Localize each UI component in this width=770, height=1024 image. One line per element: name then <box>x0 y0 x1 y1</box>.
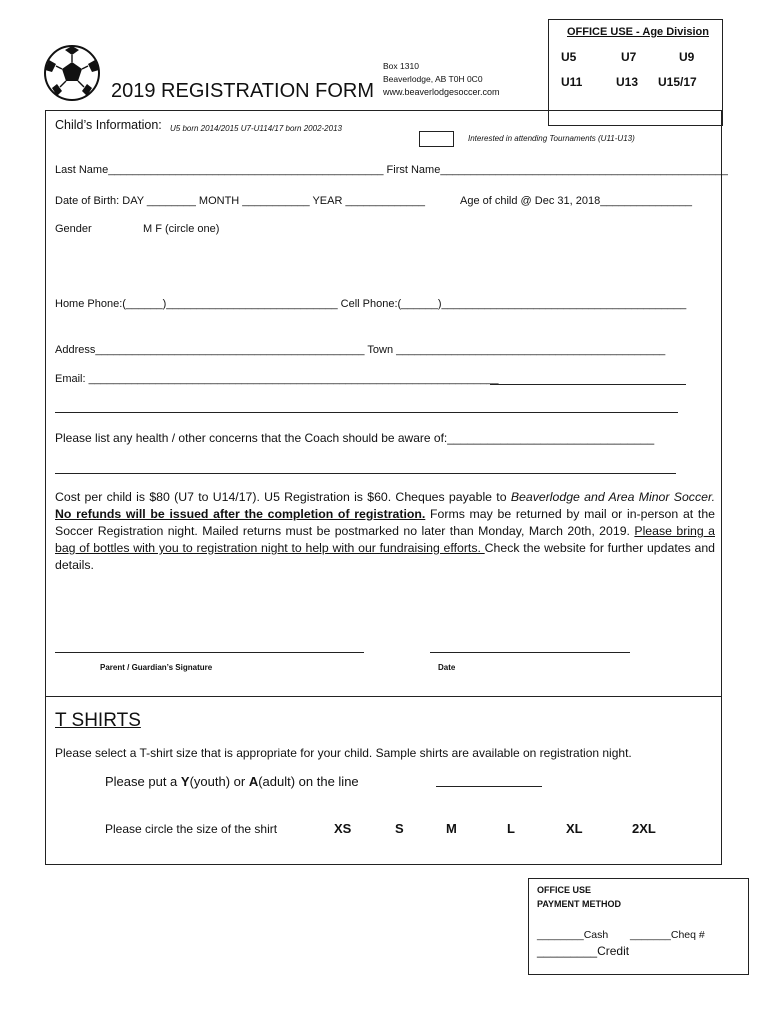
bottles-notice: Please bring a bag of bottles with you to registration night to help with our fundraising efforts. <box>55 524 715 555</box>
soccer-ball-icon <box>43 44 101 102</box>
youth-adult-post: (adult) on the line <box>258 774 359 789</box>
date-label: Date <box>438 663 456 672</box>
age-division-u7[interactable]: U7 <box>621 50 637 64</box>
address-town-fields[interactable]: Address____________________________________________ Town ____________________________________________ <box>55 344 666 356</box>
age-division-u9[interactable]: U9 <box>679 50 695 64</box>
size-s[interactable]: S <box>395 821 404 836</box>
size-xl[interactable]: XL <box>566 821 583 836</box>
tournament-checkbox[interactable] <box>419 131 454 147</box>
age-division-u5[interactable]: U5 <box>561 50 577 64</box>
payment-credit[interactable]: _________Credit <box>537 944 630 958</box>
adult-letter: A <box>248 774 259 789</box>
form-title: 2019 REGISTRATION FORM <box>111 80 375 102</box>
tournament-label: Interested in attending Tournaments (U11-U13) <box>468 134 635 143</box>
t-shirt-instructions: Please select a T-shirt size that is appropriate for your child. Sample shirts are available on registration night. <box>55 746 632 760</box>
t-shirts-heading: T SHIRTS <box>55 710 141 731</box>
child-information-heading: Child’s Information: <box>55 118 162 132</box>
size-l[interactable]: L <box>507 821 515 836</box>
payment-office-use-title: OFFICE USE <box>537 885 592 895</box>
address-line-1: Box 1310 <box>383 61 419 71</box>
date-line[interactable] <box>430 652 630 653</box>
parent-signature-label: Parent / Guardian’s Signature <box>100 663 213 672</box>
payment-method-title: PAYMENT METHOD <box>537 899 622 909</box>
extra-line-1[interactable] <box>55 412 678 413</box>
cost-text-2: Forms may be returned by mail or in-person at the Soccer Registration night. Mailed returns must be postmarked no later than Monday, March 20th, 2019. <box>55 507 715 538</box>
address-line-2: Beaverlodge, AB T0H 0C0 <box>383 74 483 84</box>
cost-text-3: Check the website for further updates and details. <box>55 541 716 572</box>
youth-letter: Y <box>180 774 190 789</box>
age-division-u11[interactable]: U11 <box>561 75 583 89</box>
payment-cash[interactable]: ________Cash <box>537 929 609 941</box>
size-xs[interactable]: XS <box>334 821 352 836</box>
no-refunds-notice: No refunds will be issued after the completion of registration. <box>55 507 426 521</box>
email-line-extension <box>490 384 686 385</box>
payment-cheque[interactable]: _______Cheq # <box>630 929 705 941</box>
name-fields[interactable]: Last Name_____________________________________________ First Name_______________________________________________ <box>55 164 728 176</box>
youth-adult-instruction <box>105 774 359 789</box>
circle-size-label: Please circle the size of the shirt <box>105 822 278 836</box>
youth-adult-pre: Please put a <box>105 774 181 789</box>
health-concerns-field[interactable]: Please list any health / other concerns that the Coach should be aware of:_______________________________ <box>55 431 655 445</box>
gender-label: Gender <box>55 223 92 235</box>
age-of-child-field[interactable]: Age of child @ Dec 31, 2018_______________ <box>460 195 692 207</box>
email-field[interactable]: Email: ___________________________________________________________________ <box>55 373 499 385</box>
gender-options[interactable]: M F (circle one) <box>143 223 220 235</box>
size-m[interactable]: M <box>446 821 457 836</box>
website-link[interactable]: www.beaverlodgesoccer.com <box>383 87 500 97</box>
birth-year-note: U5 born 2014/2015 U7-U114/17 born 2002-2013 <box>170 124 342 133</box>
date-of-birth-field[interactable]: Date of Birth: DAY ________ MONTH ___________ YEAR _____________ <box>55 195 425 207</box>
extra-line-2[interactable] <box>55 473 676 474</box>
parent-signature-line[interactable] <box>55 652 364 653</box>
youth-adult-line[interactable] <box>436 786 542 787</box>
age-division-u15-17[interactable]: U15/17 <box>658 75 697 89</box>
cheques-payable-to: Beaverlodge and Area Minor Soccer. <box>510 490 715 504</box>
phone-fields[interactable]: Home Phone:(______)____________________________ Cell Phone:(______)________________________________________ <box>55 298 687 310</box>
size-2xl[interactable]: 2XL <box>632 821 656 836</box>
cost-text-1: Cost per child is $80 (U7 to U14/17). U5 Registration is $60. Cheques payable to <box>55 490 511 504</box>
cost-paragraph <box>55 489 715 574</box>
office-use-title: OFFICE USE - Age Division <box>567 26 709 38</box>
youth-adult-mid: (youth) or <box>189 774 249 789</box>
age-division-u13[interactable]: U13 <box>616 75 639 89</box>
